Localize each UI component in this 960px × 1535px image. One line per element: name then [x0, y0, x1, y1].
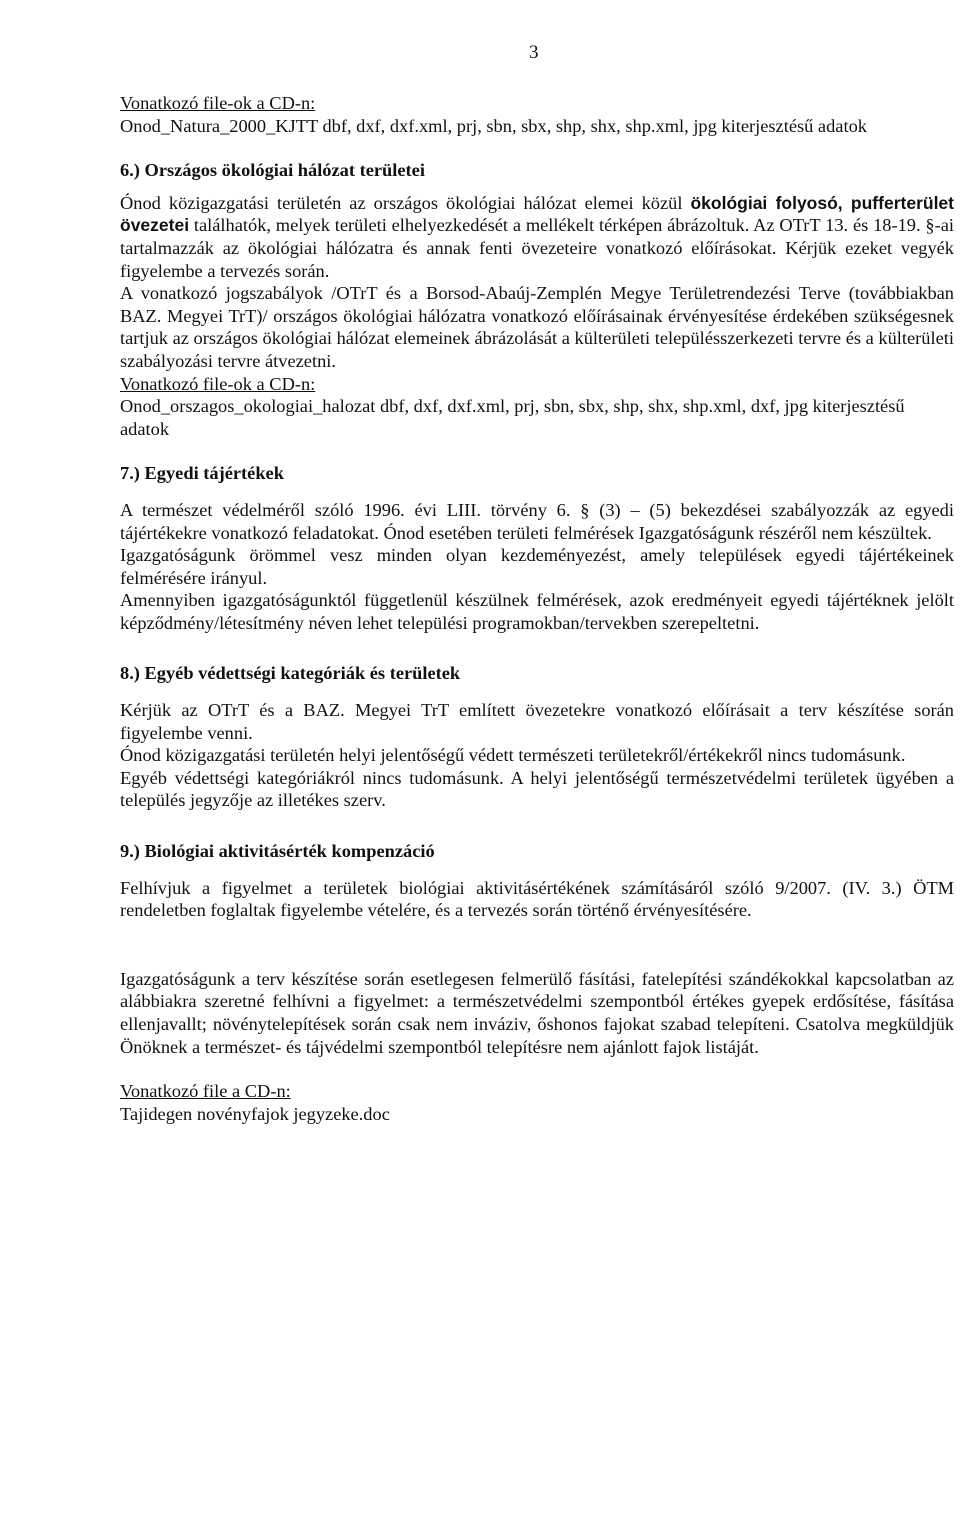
section-9-paragraph-2: Igazgatóságunk a terv készítése során esetlegesen felmerülő fásítási, fatelepítési szándékokkal kapcsolatban az alábbiakra szeretné felhívni a figyelmet: a természetvédelmi szempontból értékes gyepek erdősítése, fásítása ellenjavallt; növénytelepítések során csak nem inváziv, őshonos fajokat szabad telepíteni. Csatolva megküldjük Önöknek a természet- és tájvédelmi szempontból telepítésre nem ajánlott fajok listáját.	[120, 968, 954, 1057]
section-6-p1-bold: ökológiai folyosó, pufferterület övezetei	[120, 192, 954, 236]
section-9-heading: 9.) Biológiai aktivitásérték kompenzáció	[120, 841, 435, 862]
section-8-paragraph-2: Ónod közigazgatási területén helyi jelentőségű védett természeti területekről/értékekről nincs tudomásunk.	[120, 745, 906, 766]
section-8-paragraph-1: Kérjük az OTrT és a BAZ. Megyei TrT említett övezetekre vonatkozó előírásait a terv készítése során figyelembe venni.	[120, 700, 954, 743]
section-7-paragraph-2: Igazgatóságunk örömmel vesz minden olyan kezdeményezést, amely települések egyedi tájértékeinek felmérésére irányul.	[120, 545, 954, 588]
section-6-paragraph-2: A vonatkozó jogszabályok /OTrT és a Borsod-Abaúj-Zemplén Megye Területrendezési Terve (továbbiakban BAZ. Megyei TrT)/ országos ökológiai hálózatra vonatkozó előírásainak érvényesítése érdekében szükségesnek tartjuk az országos ökológiai hálózat elemeinek ábrázolását a külterületi településszerkezeti tervre és a külterületi szabályozási tervre átvezetni.	[120, 283, 954, 371]
section-8-paragraph-3: Egyéb védettségi kategóriákról nincs tudomásunk. A helyi jelentőségű természetvédelmi területek ügyében a település jegyzője az illetékes szerv.	[120, 767, 954, 811]
section-7-paragraph-1: A természet védelméről szóló 1996. évi LIII. törvény 6. § (3) – (5) bekezdései szabályozzák az egyedi tájértékekre vonatkozó feladatokat. Ónod esetében területi felmérések Igazgatóságunk részéről nem készültek.	[120, 499, 954, 543]
section-7-paragraph-3: Amennyiben igazgatóságunktól függetlenül készülnek felmérések, azok eredményeit egyedi tájértéknek jelölt képződmény/létesítmény néven lehet települési programokban/tervekben szerepeltetni.	[120, 590, 954, 633]
page-number: 3	[529, 42, 539, 63]
section-6-p1-end: találhatók, melyek területi elhelyezkedését a mellékelt térképen ábrázoltuk. Az OTrT 13. és 18-19. §-ai tartalmazzák az ökológiai hálózatra és annak fenti övezeteire vonatkozó előírásokat. Kérjük ezeket vegyék figyelembe a tervezés során.	[120, 215, 954, 281]
section-6-heading: 6.) Országos ökológiai hálózat területei	[120, 160, 425, 181]
section-6-cd-files-list: Onod_orszagos_okologiai_halozat dbf, dxf, dxf.xml, prj, sbn, sbx, shp, shx, shp.xml, dxf, jpg kiterjesztésű adatok	[120, 396, 905, 439]
document-body	[120, 92, 954, 1125]
section-6-paragraph-1	[120, 192, 954, 282]
section-8-heading: 8.) Egyéb védettségi kategóriák és területek	[120, 663, 461, 684]
cd-files-label: Vonatkozó file-ok a CD-n:	[120, 93, 316, 113]
section-6-cd-files-label: Vonatkozó file-ok a CD-n:	[120, 373, 316, 394]
section-9-cd-file-name: Tajidegen novényfajok jegyzeke.doc	[120, 1103, 390, 1124]
section-9-paragraph-1: Felhívjuk a figyelmet a területek biológiai aktivitásértékének számításáról szóló 9/2007. (IV. 3.) ÖTM rendeletben foglaltak figyelembe vételére, és a tervezés során történő érvényesítésére.	[120, 877, 954, 921]
section-7-heading: 7.) Egyedi tájértékek	[120, 463, 284, 484]
section-6-p1-start: Ónod közigazgatási területén az országos ökológiai hálózat elemei közül	[120, 192, 683, 213]
cd-files-list: Onod_Natura_2000_KJTT dbf, dxf, dxf.xml, prj, sbn, sbx, shp, shx, shp.xml, jpg kiterjesztésű adatok	[120, 115, 867, 136]
section-9-cd-file-label: Vonatkozó file a CD-n:	[120, 1081, 291, 1102]
